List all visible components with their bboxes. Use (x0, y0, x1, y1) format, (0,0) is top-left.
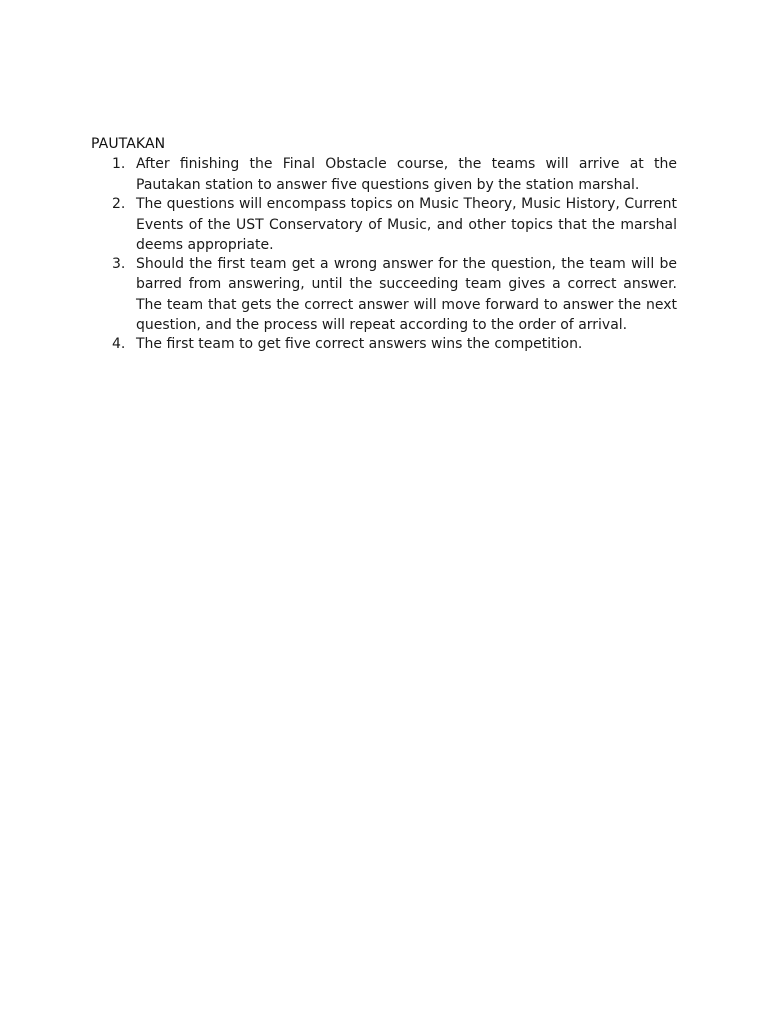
list-item (91, 334, 677, 355)
section-heading: PAUTAKAN (91, 136, 166, 152)
list-item-number: 1. (112, 156, 126, 172)
list-item-number: 2. (112, 196, 126, 212)
list-item-text: The first team to get five correct answers wins the competition. (136, 335, 583, 352)
list-item (91, 154, 677, 195)
list-item-text: After finishing the Final Obstacle course, the teams will arrive at the Pautakan station to answer five questions given by the station marshal. (136, 156, 677, 193)
list-item (91, 254, 677, 336)
rules-list (91, 154, 677, 354)
list-item-number: 3. (112, 255, 126, 272)
document-content (91, 135, 677, 354)
list-item-number: 4. (112, 335, 126, 352)
list-item-text: The questions will encompass topics on Music Theory, Music History, Current Events of the UST Conservatory of Music, and other topics that the marshal deems appropriate. (136, 196, 677, 253)
list-item (91, 194, 677, 256)
list-item-text: Should the first team get a wrong answer for the question, the team will be barred from answering, until the succeeding team gives a correct answer. The team that gets the correct answer will move forward to answer the next question, and the process will repeat according to the order of arrival. (136, 255, 677, 333)
